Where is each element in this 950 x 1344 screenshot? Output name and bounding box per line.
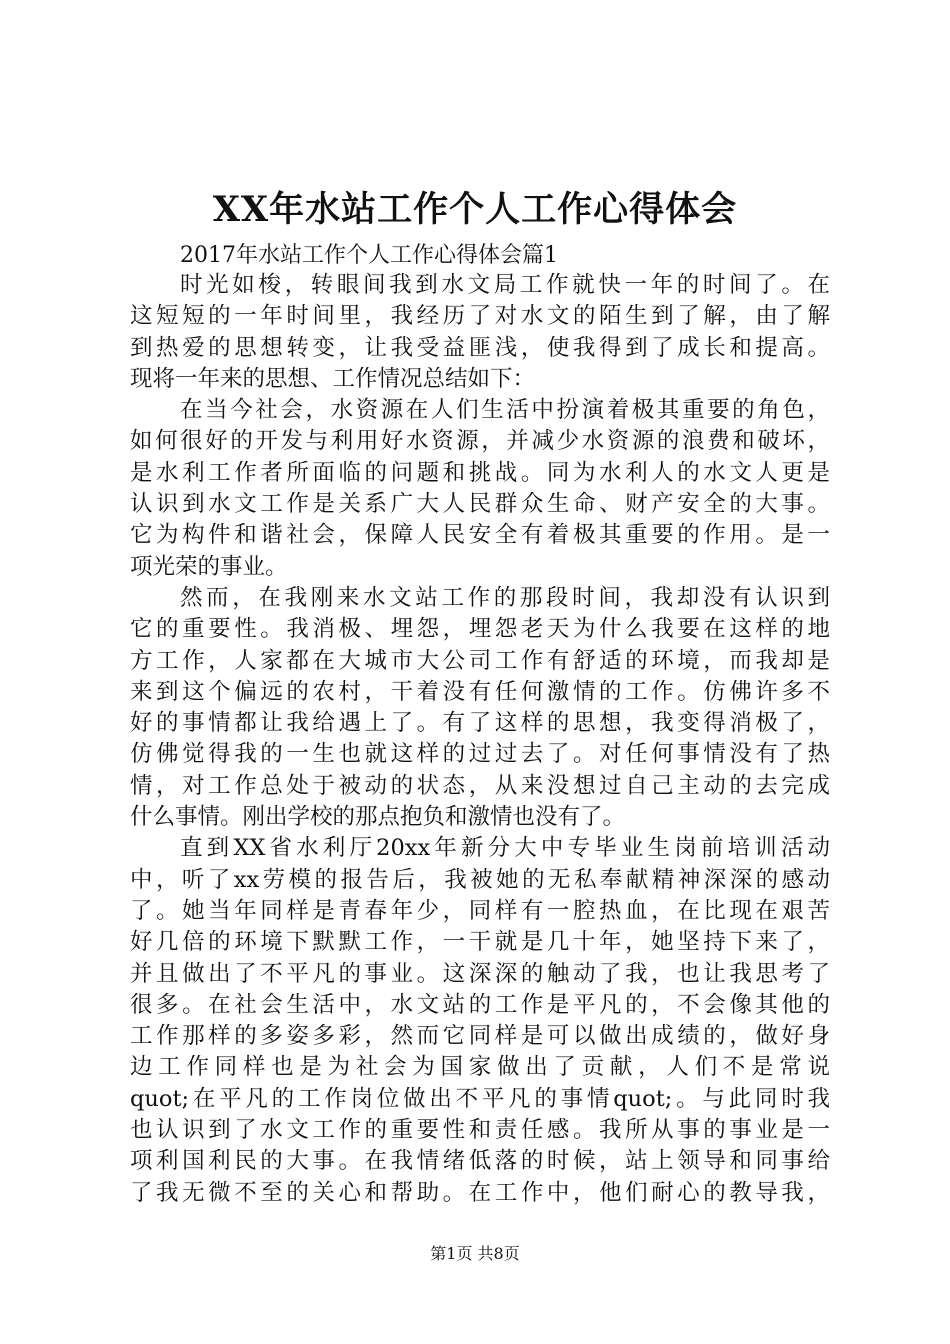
text-line: 边工作同样也是为社会为国家做出了贡献，人们不是常说: [130, 1054, 830, 1081]
text-line: 了我无微不至的关心和帮助。在工作中，他们耐心的教导我，: [130, 1179, 830, 1206]
text-line: 到热爱的思想转变，让我受益匪浅，使我得到了成长和提高。: [130, 334, 830, 361]
text-line: 在当今社会，水资源在人们生活中扮演着极其重要的角色，: [180, 397, 830, 424]
document-subtitle: 2017年水站工作个人工作心得体会篇1: [180, 243, 558, 268]
text-line: 方工作，人家都在大城市大公司工作有舒适的环境，而我却是: [130, 647, 830, 674]
text-line: 是水利工作者所面临的问题和挑战。同为水利人的水文人更是: [130, 459, 830, 486]
page-number-footer: 第1页 共8页: [430, 1244, 520, 1263]
text-line: 中，听了xx劳模的报告后，我被她的无私奉献精神深深的感动: [130, 866, 830, 893]
text-line: 它为构件和谐社会，保障人民安全有着极其重要的作用。是一: [130, 522, 830, 549]
text-line: 好几倍的环境下默默工作，一干就是几十年，她坚持下来了，: [130, 929, 830, 956]
text-line: 仿佛觉得我的一生也就这样的过过去了。对任何事情没有了热: [130, 741, 830, 768]
text-line: 项光荣的事业。: [130, 553, 288, 580]
text-line: 了。她当年同样是青春年少，同样有一腔热血，在比现在艰苦: [130, 897, 830, 924]
text-line: 现将一年来的思想、工作情况总结如下：: [130, 365, 536, 392]
document-title: XX年水站工作个人工作心得体会: [212, 189, 738, 230]
text-line: 也认识到了水文工作的重要性和责任感。我所从事的事业是一: [130, 1117, 830, 1144]
text-line: quot;在平凡的工作岗位做出不平凡的事情quot;。与此同时我: [130, 1085, 830, 1112]
text-line: 如何很好的开发与利用好水资源，并减少水资源的浪费和破坏，: [130, 428, 830, 455]
text-line: 时光如梭，转眼间我到水文局工作就快一年的时间了。在: [180, 272, 830, 298]
text-line: 并且做出了不平凡的事业。这深深的触动了我，也让我思考了: [130, 960, 830, 987]
text-line: 项利国利民的大事。在我情绪低落的时候，站上领导和同事给: [130, 1148, 830, 1175]
text-line: 它的重要性。我消极、埋怨，埋怨老天为什么我要在这样的地: [130, 616, 830, 643]
text-line: 认识到水文工作是关系广大人民群众生命、财产安全的大事。: [130, 491, 830, 518]
text-line: 很多。在社会生活中，水文站的工作是平凡的，不会像其他的: [130, 991, 830, 1018]
text-line: 好的事情都让我给遇上了。有了这样的思想，我变得消极了，: [130, 710, 830, 737]
text-line: 来到这个偏远的农村，干着没有任何激情的工作。仿佛许多不: [130, 678, 830, 705]
text-line: 工作那样的多姿多彩，然而它同样是可以做出成绩的，做好身: [130, 1023, 830, 1050]
text-line: 这短短的一年时间里，我经历了对水文的陌生到了解，由了解: [130, 303, 830, 330]
text-line: 然而，在我刚来水文站工作的那段时间，我却没有认识到: [180, 584, 830, 611]
text-line: 什么事情。刚出学校的那点抱负和激情也没有了。: [130, 804, 626, 831]
document-body: [130, 270, 830, 1209]
text-line: 直到XX省水利厅20xx年新分大中专毕业生岗前培训活动: [180, 835, 830, 862]
text-line: 情，对工作总处于被动的状态，从来没想过自己主动的去完成: [130, 772, 830, 799]
